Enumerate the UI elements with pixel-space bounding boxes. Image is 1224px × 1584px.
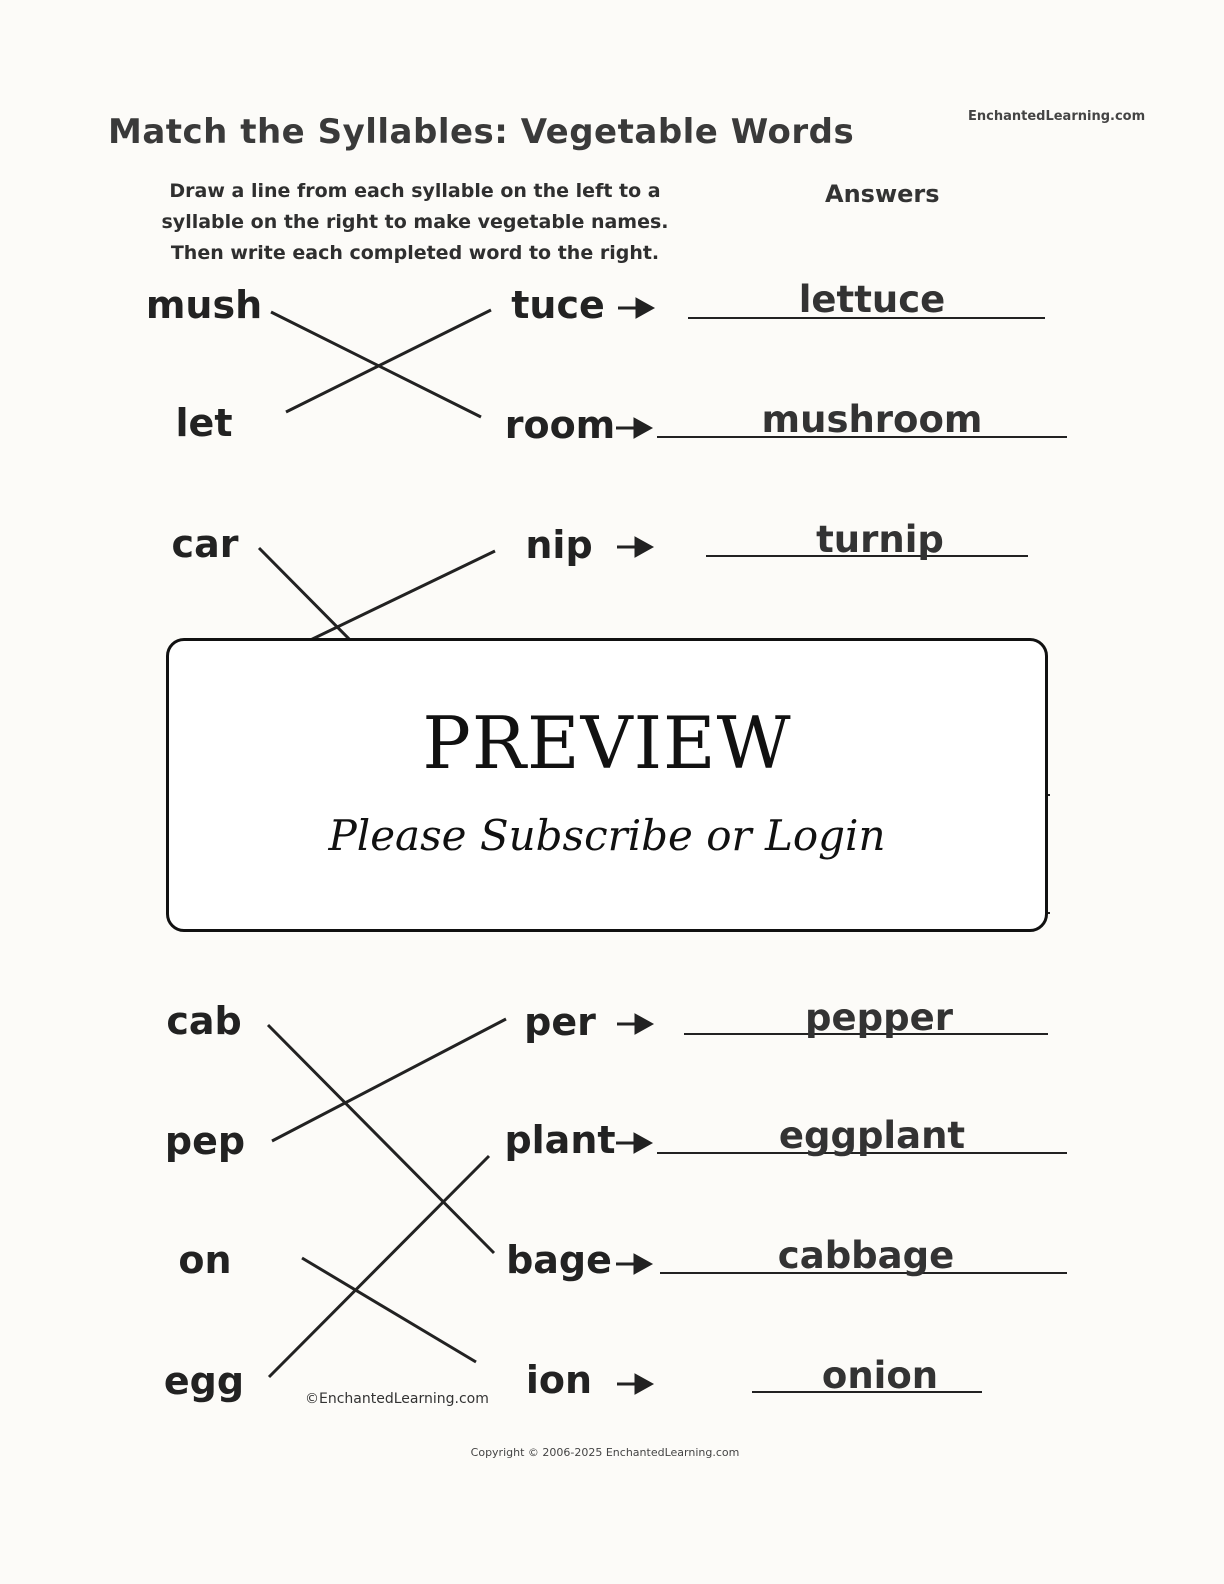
right-syllable: bage <box>506 1238 612 1282</box>
answer-word: cabbage <box>777 1234 955 1277</box>
site-name[interactable]: EnchantedLearning.com <box>968 109 1146 124</box>
right-syllable: tuce <box>511 283 605 327</box>
match-line <box>302 1258 476 1362</box>
arrow-icon <box>616 1254 652 1274</box>
instructions-line-2: syllable on the right to make vegetable names. <box>161 211 669 233</box>
answer-word: onion <box>821 1354 939 1397</box>
footer-copyright: Copyright © 2006-2025 EnchantedLearning.com <box>470 1446 740 1459</box>
match-line <box>300 551 495 645</box>
match-line <box>269 1156 489 1377</box>
left-syllable: let <box>175 401 233 445</box>
right-syllable: plant <box>504 1118 616 1162</box>
arrow-icon <box>617 537 653 557</box>
preview-title: PREVIEW <box>422 701 792 785</box>
answer-word: mushroom <box>761 398 983 441</box>
match-line <box>272 1019 506 1141</box>
right-syllable: per <box>524 1000 596 1044</box>
left-syllable: pep <box>164 1119 246 1163</box>
left-syllable: egg <box>163 1359 245 1403</box>
answer-word: eggplant <box>778 1114 966 1157</box>
right-syllable: nip <box>525 523 593 567</box>
arrow-icon <box>616 418 652 438</box>
subscribe-login-link[interactable]: Please Subscribe or Login <box>328 811 886 860</box>
arrow-icon <box>617 1014 653 1034</box>
right-syllable: room <box>504 403 616 447</box>
answer-word: lettuce <box>798 278 946 321</box>
instructions-line-1: Draw a line from each syllable on the left to a <box>169 180 661 202</box>
preview-overlay[interactable] <box>166 638 1048 932</box>
page-title: Match the Syllables: Vegetable Words <box>108 112 855 152</box>
arrow-icon <box>618 298 654 318</box>
answer-word: pepper <box>805 996 953 1039</box>
left-syllable: on <box>178 1238 232 1282</box>
match-line <box>259 548 360 650</box>
right-syllable: ion <box>525 1358 593 1402</box>
left-syllable: cab <box>166 999 242 1043</box>
arrow-icon <box>616 1133 652 1153</box>
answer-word: turnip <box>816 518 944 561</box>
match-line <box>286 310 491 412</box>
match-line <box>268 1025 494 1253</box>
match-line <box>271 312 481 417</box>
left-syllable: mush <box>145 283 263 327</box>
worksheet-credit: ©EnchantedLearning.com <box>305 1391 489 1407</box>
answers-heading: Answers <box>825 180 940 208</box>
arrow-icon <box>617 1374 653 1394</box>
left-syllable: car <box>171 522 239 566</box>
instructions-line-3: Then write each completed word to the right. <box>170 242 660 264</box>
